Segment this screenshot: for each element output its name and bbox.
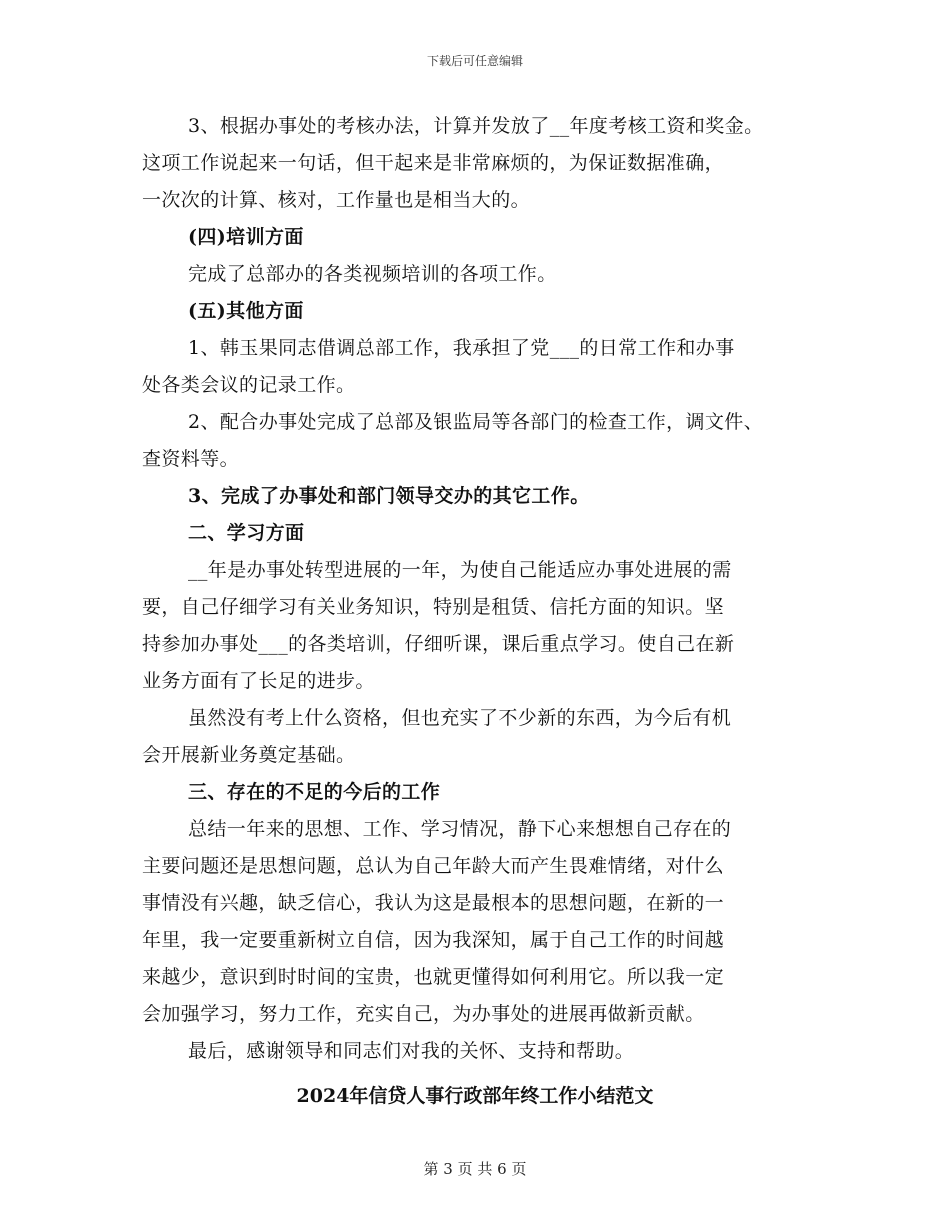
paragraph-line: 2、配合办事处完成了总部及银监局等各部门的检查工作，调文件、 [188,411,764,433]
paragraph-line: 会开展新业务奠定基础。 [142,744,356,766]
paragraph-line: 会加强学习，努力工作，充实自己，为办事处的进展再做新贡献。 [142,1003,705,1025]
paragraph-line: 处各类会议的记录工作。 [142,374,356,396]
paragraph-line: 完成了总部办的各类视频培训的各项工作。 [188,263,557,285]
section-heading: 三、存在的不足的今后的工作 [188,781,441,803]
page-header: 下载后可任意编辑 [426,54,523,68]
paragraph-line: 要，自己仔细学习有关业务知识，特别是租赁、信托方面的知识。坚 [142,596,725,618]
paragraph-line: 一次次的计算、核对，工作量也是相当大的。 [142,189,531,211]
paragraph-line: 事情没有兴趣，缺乏信心，我认为这是最根本的思想问题，在新的一 [142,892,725,914]
page-footer: 第 3 页 共 6 页 [423,1160,527,1178]
paragraph-line: 主要问题还是思想问题，总认为自己年龄大而产生畏难情绪，对什么 [142,855,725,877]
section-heading: 二、学习方面 [188,522,305,544]
paragraph-line: 持参加办事处___的各类培训，仔细听课，课后重点学习。使自己在新 [142,633,735,655]
section-heading: (四)培训方面 [188,226,304,248]
paragraph-line: 来越少，意识到时时间的宝贵，也就更懂得如何利用它。所以我一定 [142,966,725,988]
paragraph-line: 1、韩玉果同志借调总部工作，我承担了党___的日常工作和办事 [188,337,735,359]
paragraph-line: 业务方面有了长足的进步。 [142,670,375,692]
paragraph-line: 虽然没有考上什么资格，但也充实了不少新的东西，为今后有机 [188,707,732,729]
next-article-title: 2024年信贷人事行政部年终工作小结范文 [296,1085,654,1107]
paragraph-line: 这项工作说起来一句话，但干起来是非常麻烦的，为保证数据准确， [142,152,725,174]
paragraph-line: 3、根据办事处的考核办法，计算并发放了__年度考核工资和奖金。 [188,115,764,137]
paragraph-line: 总结一年来的思想、工作、学习情况，静下心来想想自己存在的 [188,818,732,840]
paragraph-line: 年里，我一定要重新树立自信，因为我深知，属于自己工作的时间越 [142,929,725,951]
section-heading: (五)其他方面 [188,300,304,322]
paragraph-line: 查资料等。 [142,448,240,470]
bold-paragraph-line: 3、完成了办事处和部门领导交办的其它工作。 [188,485,590,507]
paragraph-line: __年是办事处转型进展的一年，为使自己能适应办事处进展的需 [188,559,732,581]
paragraph-line: 最后，感谢领导和同志们对我的关怀、支持和帮助。 [188,1040,635,1062]
